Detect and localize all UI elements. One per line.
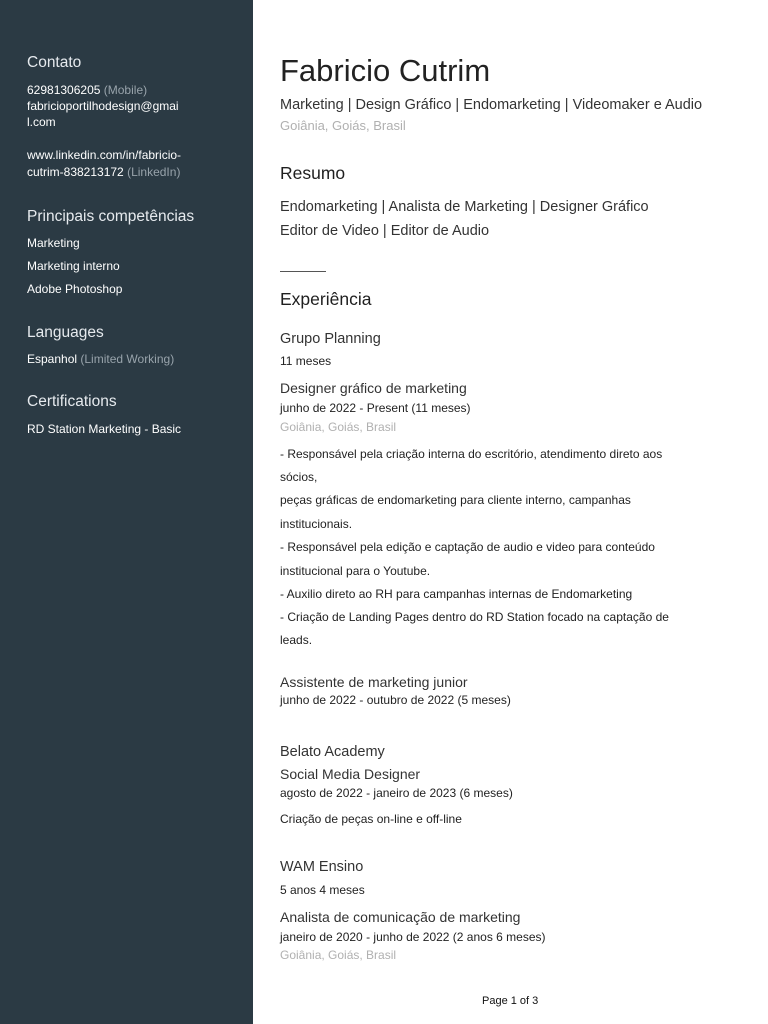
role-dates: junho de 2022 - Present (11 meses) [280, 401, 471, 415]
role-dates: janeiro de 2020 - junho de 2022 (2 anos 6 meses) [280, 930, 546, 944]
skill-item: Marketing [27, 236, 80, 250]
role-title: Social Media Designer [280, 766, 421, 782]
summary-line: Editor de Video | Editor de Audio [280, 223, 490, 239]
page-number: Page 1 of 3 [482, 995, 539, 1007]
email-line2[interactable]: l.com [27, 115, 56, 129]
experience-heading: Experiência [280, 289, 372, 309]
email-line1[interactable]: fabricioportilhodesign@gmai [27, 99, 179, 113]
role-title: Assistente de marketing junior [280, 674, 468, 690]
phone-type: (Mobile) [103, 83, 148, 97]
language-name: Espanhol [27, 352, 78, 366]
company-duration: 5 anos 4 meses [280, 883, 365, 897]
headline: Marketing | Design Gráfico | Endomarketing | Videomaker e Audio [280, 97, 703, 113]
description-line: Criação de peças on-line e off-line [280, 812, 462, 826]
description-line: institucional para o Youtube. [280, 564, 431, 578]
skills-heading: Principais competências [27, 208, 195, 225]
description-line: - Responsável pela edição e captação de audio e video para conteúdo [280, 540, 655, 554]
summary-line: Endomarketing | Analista de Marketing | Designer Gráfico [280, 199, 649, 215]
role-location: Goiânia, Goiás, Brasil [280, 420, 397, 434]
role-dates: agosto de 2022 - janeiro de 2023 (6 meses) [280, 786, 513, 800]
person-name: Fabricio Cutrim [280, 53, 491, 88]
description-line: - Responsável pela criação interna do escritório, atendimento direto aos [280, 447, 663, 461]
phone-number: 62981306205 [27, 83, 101, 97]
contact-heading: Contato [27, 54, 82, 71]
role-title: Designer gráfico de marketing [280, 380, 467, 396]
section-divider [280, 271, 326, 272]
sidebar [0, 0, 253, 1024]
linkedin-type: (LinkedIn) [127, 165, 181, 179]
location: Goiânia, Goiás, Brasil [280, 118, 406, 133]
skill-item: Marketing interno [27, 259, 120, 273]
phone-line [27, 82, 147, 99]
role-dates: junho de 2022 - outubro de 2022 (5 meses) [280, 693, 511, 707]
certifications-heading: Certifications [27, 393, 117, 410]
linkedin-line2[interactable] [27, 164, 180, 181]
description-line: institucionais. [280, 517, 353, 531]
languages-heading: Languages [27, 324, 104, 341]
description-line: - Auxilio direto ao RH para campanhas internas de Endomarketing [280, 587, 633, 601]
company-name: Grupo Planning [280, 331, 381, 347]
description-line: peças gráficas de endomarketing para cliente interno, campanhas [280, 493, 631, 507]
main-content [253, 0, 768, 1024]
role-title: Analista de comunicação de marketing [280, 909, 521, 925]
linkedin-url-end[interactable]: cutrim-838213172 [27, 165, 124, 179]
description-line: - Criação de Landing Pages dentro do RD Station focado na captação de [280, 610, 669, 624]
skill-item: Adobe Photoshop [27, 282, 123, 296]
language-level: (Limited Working) [80, 352, 175, 366]
role-location: Goiânia, Goiás, Brasil [280, 948, 397, 962]
language-line [27, 351, 174, 368]
linkedin-line1[interactable]: www.linkedin.com/in/fabricio- [27, 148, 182, 162]
description-line: sócios, [280, 470, 318, 484]
summary-heading: Resumo [280, 163, 346, 183]
company-name: WAM Ensino [280, 859, 364, 875]
certification-item: RD Station Marketing - Basic [27, 422, 182, 436]
company-duration: 11 meses [280, 354, 332, 368]
company-name: Belato Academy [280, 744, 385, 760]
description-line: leads. [280, 633, 313, 647]
